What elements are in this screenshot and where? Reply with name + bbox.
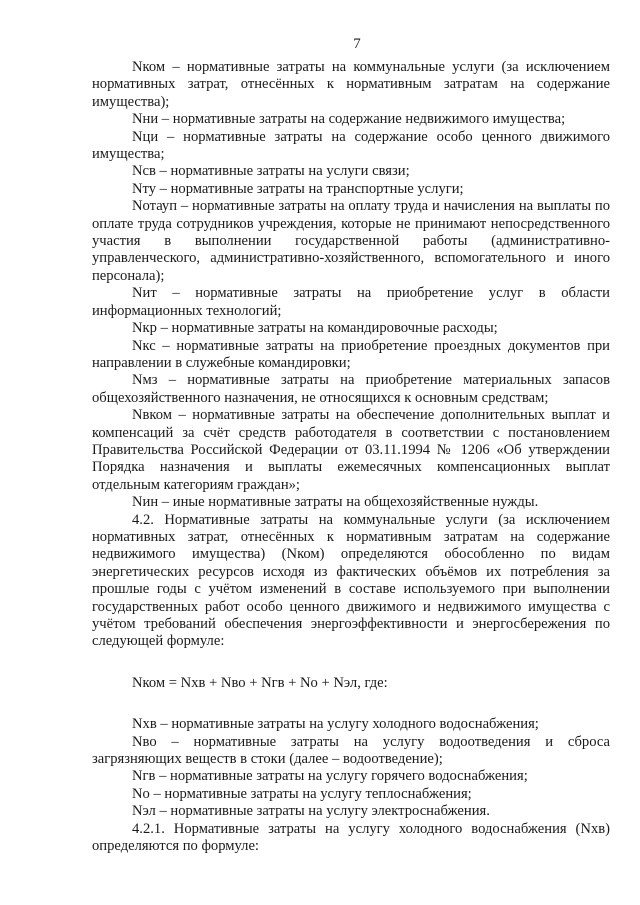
paragraph-nin: Nин – иные нормативные затраты на общехозяйственные нужды. (132, 494, 539, 511)
paragraph-nni: Nни – нормативные затраты на содержание недвижимого имущества; (132, 111, 566, 128)
paragraph-notaup: Nотауп – нормативные затраты на оплату труда и начисления на выплаты по оплате труда сотрудников учреждения, которые не принимают непосредственного участия в выполнении государственной работы (административно-управленческого, административно-хозяйственного, вспомогательного и иного персонала); (92, 198, 610, 284)
paragraph-nvkom: Nвком – нормативные затраты на обеспечение дополнительных выплат и компенсаций за счёт средств работодателя в соответствии с постановлением Правительства Российской Федерации от 03.11.1994 № 1206 «Об утверждении Порядка назначения и выплаты ежемесячных компенсационных выплат отдельным категориям граждан»; (92, 407, 610, 493)
paragraph-section-4-2-1: 4.2.1. Нормативные затраты на услугу холодного водоснабжения (Nхв) определяются по формуле: (92, 820, 610, 855)
paragraph-ntu: Nту – нормативные затраты на транспортные услуги; (132, 180, 464, 197)
paragraph-nkr: Nкр – нормативные затраты на командировочные расходы; (132, 320, 498, 337)
formula-nkom: Nком = Nхв + Nво + Nгв + Nо + Nэл, где: (132, 674, 388, 691)
paragraph-section-4-2: 4.2. Нормативные затраты на коммунальные услуги (за исключением нормативных затрат, отнесённых к нормативным затратам на содержание недвижимого имущества) (Nком) определяются обособленно по видам энергетических ресурсов исходя из фактических объёмов их потребления за прошлые годы с учётом изменений в составе используемого при выполнении государственных работ особо ценного движимого и недвижимого имущества с учётом требований обеспечения энергоэффективности и энергосбережения по следующей формуле: (92, 511, 610, 650)
paragraph-nmz: Nмз – нормативные затраты на приобретение материальных запасов общехозяйственного назначения, не относящихся к основным средствам; (92, 372, 610, 406)
paragraph-nsv: Nсв – нормативные затраты на услуги связи; (132, 163, 410, 180)
paragraph-nci: Nци – нормативные затраты на содержание особо ценного движимого имущества; (92, 128, 610, 163)
paragraph-nks: Nкс – нормативные затраты на приобретение проездных документов при направлении в служебные командировки; (92, 337, 610, 371)
paragraph-nit: Nит – нормативные затраты на приобретение услуг в области информационных технологий; (92, 285, 610, 319)
page-number: 7 (353, 36, 361, 52)
paragraph-nkom: Nком – нормативные затраты на коммунальные услуги (за исключением нормативных затрат, отнесённых к нормативным затратам на содержание имущества); (92, 59, 610, 110)
paragraph-nhv: Nхв – нормативные затраты на услугу холодного водоснабжения; (132, 716, 539, 733)
paragraph-ngv: Nгв – нормативные затраты на услугу горячего водоснабжения; (132, 768, 528, 785)
paragraph-no: Nо – нормативные затраты на услугу теплоснабжения; (132, 785, 472, 802)
paragraph-nel: Nэл – нормативные затраты на услугу электроснабжения. (132, 803, 490, 820)
paragraph-nvo: Nво – нормативные затраты на услугу водоотведения и сброса загрязняющих веществ в стоки (далее – водоотведение); (92, 733, 610, 768)
